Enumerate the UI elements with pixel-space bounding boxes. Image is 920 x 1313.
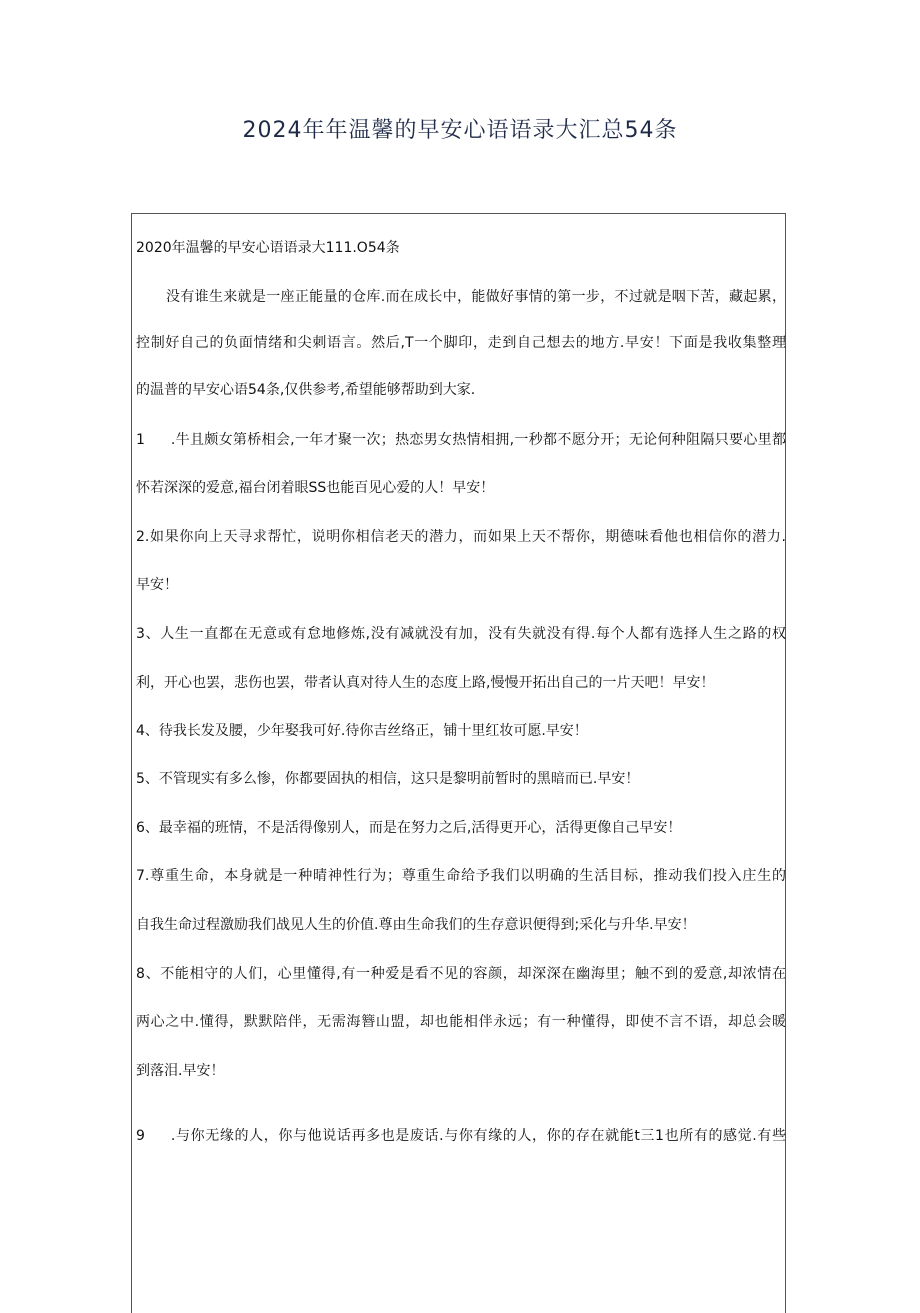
quote-item-8: 8、不能相守的人们，心里懂得,有一种爱是看不见的容颜，却深深在幽海里；触不到的爱意,却浓情在 — [136, 966, 786, 982]
quote-text: .牛且颇女第桥相会,一年才聚一次；热恋男女热情相拥,一秒都不愿分开；无论何种阻隔只要心里都 — [170, 432, 786, 448]
intro-line: 控制好自己的负面情绪和尖刺语言。然后,T一个脚印，走到自己想去的地方.早安！下面是我收集整理 — [136, 335, 786, 351]
quote-number: 9 — [136, 1128, 145, 1144]
quote-item-4: 4、待我长发及腰，少年娶我可好.待你吉丝络正，铺十里红妆可愿.早安！ — [136, 723, 588, 739]
quote-line: 怀若深深的爱意,福台闭着眼SS也能百见心爱的人！早安！ — [136, 480, 495, 496]
quote-item-2: 2.如果你向上天寻求帮忙，说明你相信老天的潜力，而如果上天不帮你，期德味看他也相信你的潜力. — [136, 529, 786, 545]
quote-number: 1 — [136, 432, 145, 448]
document-subtitle: 2020年温馨的早安心语语录大111.O54条 — [136, 240, 400, 256]
intro-line: 的温普的早安心语54条,仅供参考,希望能够帮助到大家. — [136, 382, 476, 398]
quote-item-6: 6、最幸福的班情，不是活得像别人，而是在努力之后,活得更开心，活得更像自己早安！ — [136, 820, 682, 836]
quote-item-1 — [136, 430, 786, 450]
quote-text: .与你无缘的人，你与他说话再多也是废话.与你有缘的人，你的存在就能t三1也所有的感觉.有些 — [170, 1128, 786, 1144]
quote-line: 自我生命过程激励我们战见人生的价值.尊由生命我们的生存意识便得到;采化与升华.早安！ — [136, 917, 696, 933]
quote-line: 利，开心也罢，悲伤也罢，带者认真对待人生的态度上路,慢慢开拓出自己的一片天吧！早安！ — [136, 675, 715, 691]
page-title: 2024年年温馨的早安心语语录大汇总54条 — [242, 118, 678, 143]
quote-item-7: 7.尊重生命，本身就是一种晴神性行为；尊重生命给予我们以明确的生活目标，推动我们投入庄生的 — [136, 868, 786, 884]
content-frame — [131, 213, 786, 1313]
intro-line: 没有谁生来就是一座正能量的仓库.而在成长中，能做好事情的第一步，不过就是咽下苦，藏起累， — [166, 289, 786, 305]
quote-line: 到落泪.早安！ — [136, 1063, 225, 1079]
quote-item-3: 3、人生一直都在无意或有怠地修炼,没有减就没有加，没有失就没有得.每个人都有选择人生之路的权 — [136, 626, 786, 642]
quote-item-5: 5、不管现实有多么惨，你都要固执的相信，这只是黎明前暂时的黑暗而已.早安！ — [136, 771, 640, 787]
quote-line: 早安！ — [136, 577, 178, 593]
quote-line: 两心之中.懂得，默默陪伴，无需海簪山盟，却也能相伴永远；有一种懂得，即使不言不语，却总会暖 — [136, 1014, 786, 1030]
quote-item-9 — [136, 1126, 786, 1146]
